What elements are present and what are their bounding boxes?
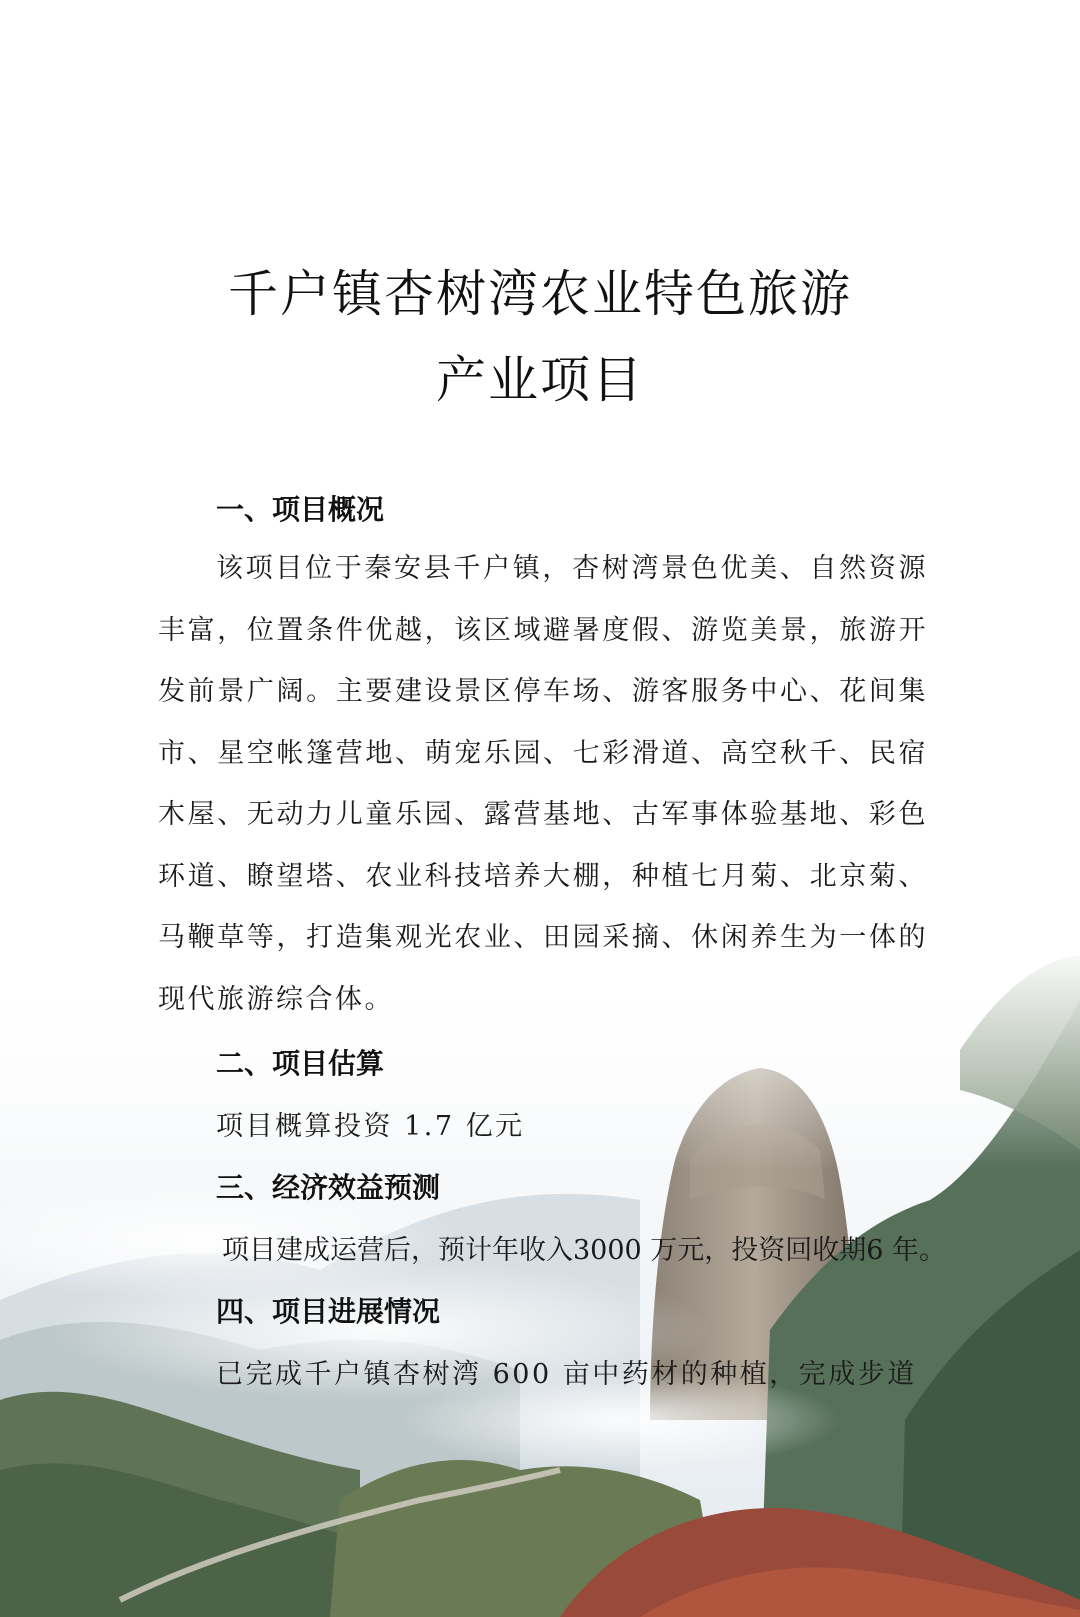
section-heading-estimate: 二、项目估算 <box>216 1047 385 1080</box>
document-title-line-2: 产业项目 <box>436 351 644 409</box>
section-heading-progress: 四、项目进展情况 <box>216 1295 441 1328</box>
document-title-line-1: 千户镇杏树湾农业特色旅游 <box>228 265 852 323</box>
section-text-economic-benefit: 项目建成运营后，预计年收入3000 万元，投资回收期6 年。 <box>222 1235 947 1266</box>
section-text-estimate: 项目概算投资 1.7 亿元 <box>216 1111 525 1142</box>
section-heading-economic-benefit: 三、经济效益预测 <box>216 1171 441 1204</box>
section-text-overview: 该项目位于秦安县千户镇，杏树湾景色优美、自然资源丰富，位置条件优越，该区域避暑度假、游览美景，旅游开发前景广阔。主要建设景区停车场、游客服务中心、花间集市、星空帐篷营地、萌宠乐园、七彩滑道、高空秋千、民宿木屋、无动力儿童乐园、露营基地、古军事体验基地、彩色环道、瞭望塔、农业科技培养大棚，种植七月菊、北京菊、马鞭草等，打造集观光农业、田园采摘、休闲养生为一体的现代旅游综合体。 <box>158 553 928 1015</box>
section-text-progress: 已完成千户镇杏树湾 600 亩中药材的种植，完成步道 <box>216 1359 917 1390</box>
section-heading-overview: 一、项目概况 <box>216 493 385 526</box>
